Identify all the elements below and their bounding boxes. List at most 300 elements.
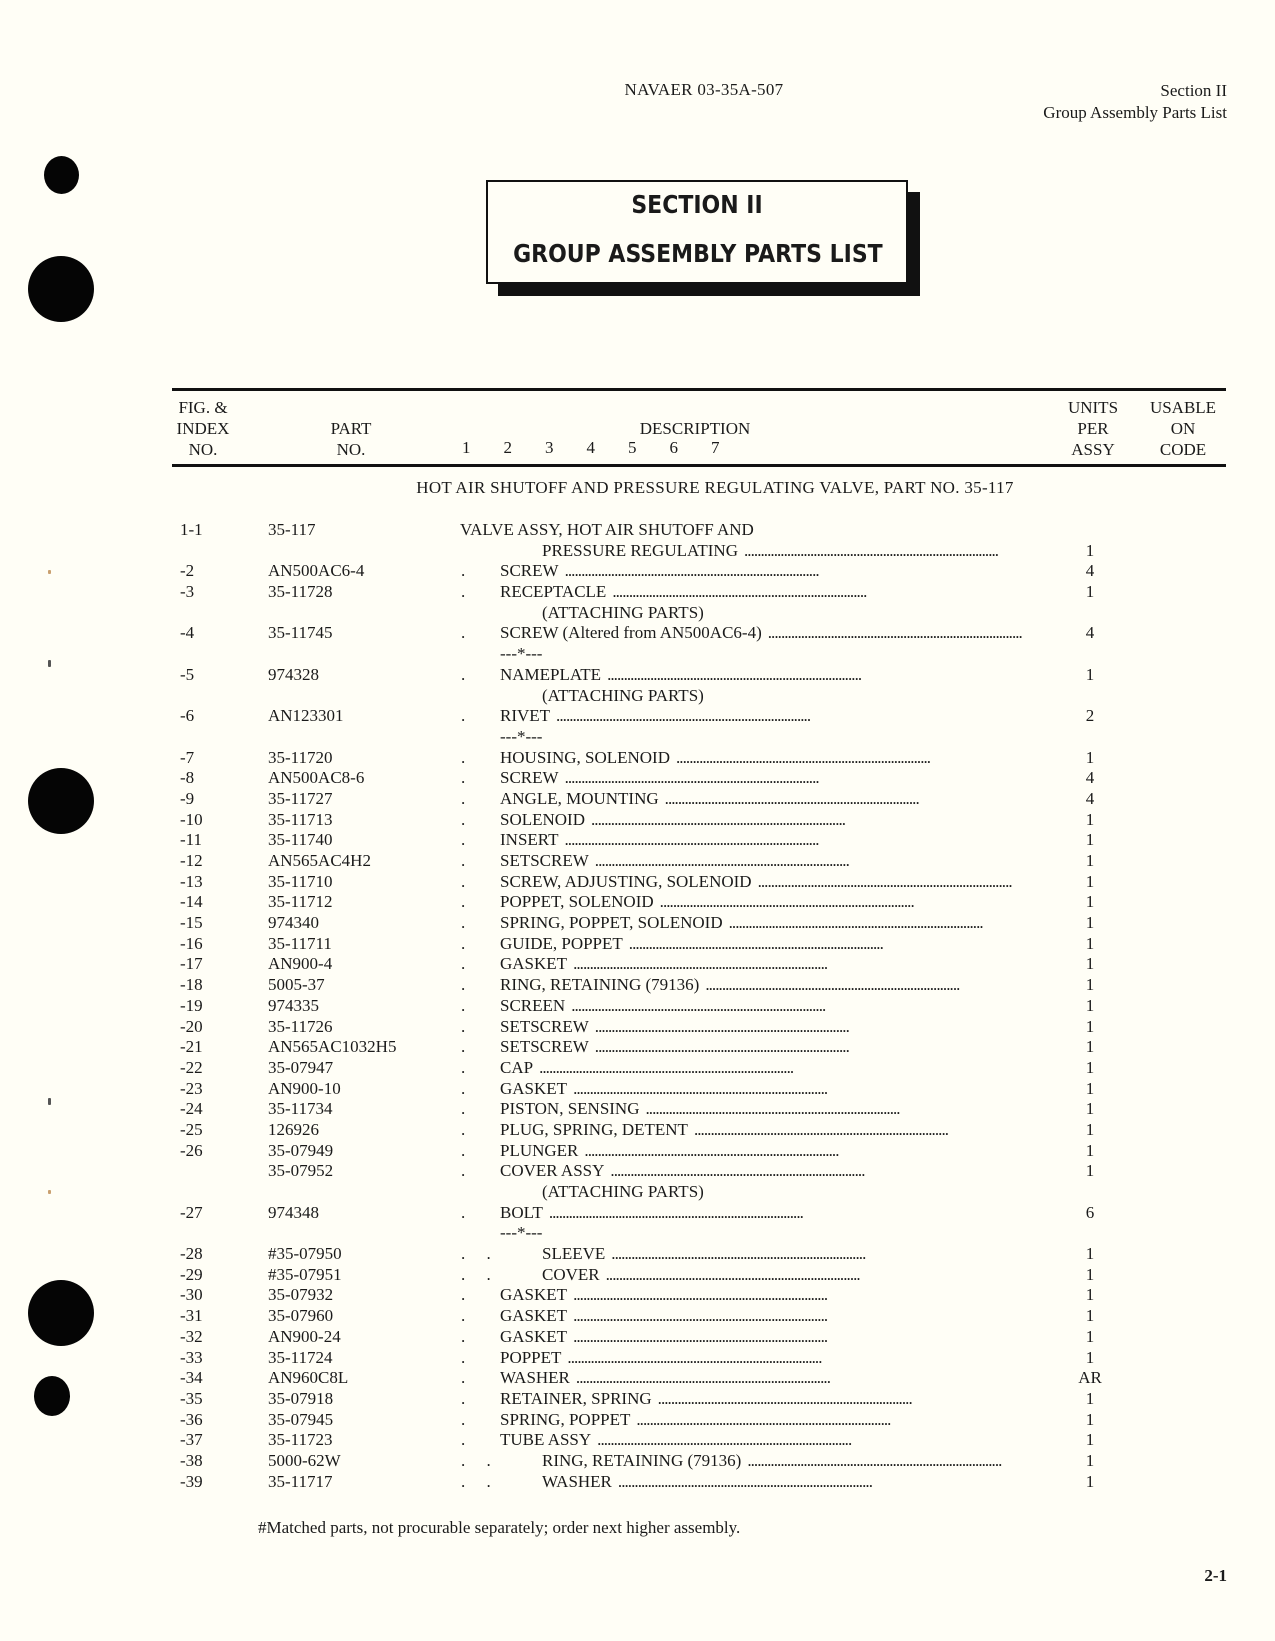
description-text: TUBE ASSY	[500, 1430, 592, 1450]
part-number: AN900-24	[268, 1326, 341, 1346]
fig-index: -15	[180, 913, 203, 933]
table-top-rule	[172, 388, 1226, 391]
leader-dots	[612, 582, 1050, 603]
description	[500, 1120, 1050, 1141]
indent-dots: .	[461, 1368, 466, 1388]
units-per-assy: 1	[1085, 933, 1095, 953]
col-header-part-no: PART NO.	[330, 419, 372, 459]
leader-dots	[556, 706, 1050, 727]
units-per-assy: 1	[1085, 1057, 1095, 1077]
indent-dots: .	[461, 1285, 466, 1305]
fig-index: -31	[180, 1306, 203, 1326]
description	[500, 1099, 1050, 1120]
table-row	[0, 561, 1275, 582]
description-text: WASHER	[542, 1471, 612, 1491]
leader-dots	[595, 1037, 1050, 1058]
units-per-assy: 1	[1085, 582, 1095, 602]
description-text: SPRING, POPPET	[500, 1409, 631, 1429]
units-per-assy: 6	[1085, 1202, 1095, 1222]
fig-index: -37	[180, 1430, 203, 1450]
description	[500, 623, 1050, 644]
fig-index: -12	[180, 851, 203, 870]
fig-index: -23	[180, 1078, 203, 1098]
description-text: RING, RETAINING (79136)	[542, 1450, 742, 1470]
part-number: AN565AC1032H5	[268, 1037, 397, 1057]
description	[500, 665, 1050, 686]
indent-dots: .	[461, 809, 466, 829]
part-number: 35-07945	[268, 1409, 334, 1429]
part-number: 35-11734	[268, 1099, 333, 1119]
part-number: 35-07949	[268, 1140, 334, 1160]
fig-index: -36	[180, 1409, 203, 1429]
units-per-assy: 1	[1085, 1161, 1095, 1181]
table-row	[0, 1161, 1275, 1182]
units-per-assy: 1	[1085, 1347, 1095, 1367]
description	[500, 1079, 1050, 1100]
description-text: GASKET	[500, 954, 568, 974]
indent-dots: .	[461, 706, 466, 726]
description	[500, 1058, 1050, 1079]
part-number: 35-11711	[268, 933, 332, 953]
description	[500, 1348, 1050, 1369]
units-per-assy: 1	[1085, 1244, 1095, 1264]
table-header-rule	[172, 464, 1226, 467]
description	[500, 892, 1050, 913]
leader-dots	[567, 1348, 1050, 1369]
part-number: 35-07952	[268, 1161, 334, 1181]
fig-index: -25	[180, 1119, 203, 1139]
table-row	[0, 706, 1275, 727]
description-text: COVER ASSY	[500, 1161, 605, 1181]
description-text: SETSCREW	[500, 1016, 589, 1036]
fig-index: -39	[180, 1471, 203, 1491]
part-number: AN123301	[268, 706, 344, 726]
fig-index: -30	[180, 1285, 203, 1305]
units-per-assy: 1	[1085, 747, 1095, 767]
indent-dots: .	[461, 1099, 466, 1119]
fig-index: 1-1	[180, 520, 203, 539]
description	[500, 1161, 1050, 1182]
units-per-assy: 2	[1085, 706, 1095, 726]
indent-dots: .	[461, 768, 466, 788]
description-text: CAP	[500, 1057, 534, 1077]
leader-dots	[573, 954, 1050, 975]
table-row	[0, 623, 1275, 644]
units-per-assy: 4	[1085, 788, 1095, 808]
part-number: 35-117	[268, 520, 316, 539]
table-row	[0, 892, 1275, 913]
part-number: 35-11712	[268, 892, 333, 912]
description-text: PLUG, SPRING, DETENT	[500, 1119, 688, 1139]
part-number: 35-11740	[268, 830, 333, 850]
description	[542, 603, 1050, 624]
leader-dots	[573, 1079, 1050, 1100]
units-per-assy: 1	[1085, 1078, 1095, 1098]
description	[500, 727, 1050, 748]
fig-index: -8	[180, 768, 195, 788]
page-number: 2-1	[1204, 1566, 1227, 1585]
leader-dots	[729, 913, 1050, 934]
description	[500, 706, 1050, 727]
description	[500, 789, 1050, 810]
description-text: HOUSING, SOLENOID	[500, 747, 670, 767]
description-text: SCREW	[500, 561, 559, 581]
table-row	[0, 520, 1275, 541]
units-per-assy: 1	[1085, 975, 1095, 995]
indent-dots: .	[461, 830, 466, 850]
leader-dots	[571, 996, 1050, 1017]
table-row	[0, 1244, 1275, 1265]
description-text: SETSCREW	[500, 1037, 589, 1057]
indent-dots: .	[461, 933, 466, 953]
indent-dots: .	[461, 1306, 466, 1326]
fig-index: -17	[180, 954, 203, 974]
fig-index: -11	[180, 830, 203, 850]
description	[500, 748, 1050, 769]
description-text: SCREEN	[500, 995, 566, 1015]
part-number: #35-07950	[268, 1244, 342, 1264]
table-row	[0, 975, 1275, 996]
leader-dots	[676, 748, 1050, 769]
description	[542, 1265, 1050, 1286]
fig-index: -34	[180, 1368, 203, 1388]
indent-dots: .	[461, 623, 466, 643]
leader-dots	[618, 1472, 1050, 1493]
leader-dots	[665, 789, 1050, 810]
description-text: RETAINER, SPRING	[500, 1388, 652, 1408]
table-row	[0, 1182, 1275, 1203]
units-per-assy: 1	[1085, 1119, 1095, 1139]
indent-dots: .	[461, 1119, 466, 1139]
fig-index: -18	[180, 975, 203, 995]
punch-hole	[44, 156, 79, 194]
description	[500, 1017, 1050, 1038]
part-number: 35-07932	[268, 1285, 334, 1305]
units-per-assy: 4	[1085, 561, 1095, 581]
description-text: GASKET	[500, 1306, 568, 1326]
description-text: SCREW (Altered from AN500AC6-4)	[500, 623, 762, 643]
indent-dots: .	[461, 1388, 466, 1408]
table-row	[0, 1058, 1275, 1079]
part-number: AN500AC6-4	[268, 561, 365, 581]
indent-dots: .	[461, 851, 466, 870]
leader-dots	[539, 1058, 1050, 1079]
description-text: PISTON, SENSING	[500, 1099, 640, 1119]
part-number: AN960C8L	[268, 1368, 349, 1388]
fig-index: -27	[180, 1202, 203, 1222]
units-per-assy: 1	[1085, 954, 1095, 974]
description-text: INSERT	[500, 830, 559, 850]
fig-index: -24	[180, 1099, 203, 1119]
part-number: 974335	[268, 995, 319, 1015]
leader-dots	[573, 1327, 1050, 1348]
col-header-description: DESCRIPTION	[639, 419, 751, 438]
description	[500, 1203, 1050, 1224]
part-number: 35-11726	[268, 1016, 333, 1036]
units-per-assy: 1	[1085, 1326, 1095, 1346]
units-per-assy: 1	[1085, 1306, 1095, 1326]
fig-index: -6	[180, 706, 195, 726]
description-text: ANGLE, MOUNTING	[500, 788, 659, 808]
description	[500, 1285, 1050, 1306]
description	[500, 913, 1050, 934]
fig-index: -32	[180, 1326, 203, 1346]
leader-dots	[597, 1430, 1050, 1451]
description-text: RIVET	[500, 706, 551, 726]
leader-dots	[658, 1389, 1050, 1410]
indent-dots: .	[461, 1161, 466, 1181]
description-text: RING, RETAINING (79136)	[500, 975, 700, 995]
leader-dots	[610, 1161, 1050, 1182]
part-number: 5000-62W	[268, 1450, 341, 1470]
description	[500, 1037, 1050, 1058]
fig-index: -4	[180, 623, 195, 643]
description-text: ---*---	[500, 726, 543, 746]
table-row	[0, 1017, 1275, 1038]
description	[500, 1306, 1050, 1327]
part-number: 35-07947	[268, 1057, 334, 1077]
units-per-assy: 1	[1085, 995, 1095, 1015]
description-text: SCREW, ADJUSTING, SOLENOID	[500, 871, 752, 891]
table-row	[0, 727, 1275, 748]
units-per-assy: 1	[1085, 871, 1095, 891]
table-row	[0, 665, 1275, 686]
parts-list	[0, 520, 1275, 1492]
fig-index: -3	[180, 582, 195, 602]
units-per-assy: 1	[1085, 540, 1095, 560]
indent-dots: .	[461, 561, 466, 581]
indent-dots: .	[461, 871, 466, 891]
table-row	[0, 582, 1275, 603]
description	[542, 1182, 1050, 1203]
leader-dots	[694, 1120, 1050, 1141]
table-row	[0, 789, 1275, 810]
description-text: COVER	[542, 1264, 600, 1284]
col-header-usable-on-code: USABLE ON CODE	[1149, 398, 1217, 459]
fig-index: -29	[180, 1264, 203, 1284]
part-number: 35-11713	[268, 809, 333, 829]
units-per-assy: 1	[1085, 809, 1095, 829]
part-number: #35-07951	[268, 1264, 342, 1284]
leader-dots	[758, 872, 1050, 893]
indent-dots: .	[461, 1037, 466, 1057]
units-per-assy: 4	[1085, 768, 1095, 788]
fig-index: -20	[180, 1016, 203, 1036]
description-text: GASKET	[500, 1285, 568, 1305]
indent-dots: .	[461, 1016, 466, 1036]
indent-dots: . .	[461, 1471, 491, 1491]
description	[500, 582, 1050, 603]
section-title: Group Assembly Parts List	[1043, 103, 1227, 122]
leader-dots	[646, 1099, 1051, 1120]
leader-dots	[744, 541, 1050, 562]
description	[500, 644, 1050, 665]
indent-dots: .	[461, 954, 466, 974]
part-number: 35-11727	[268, 788, 333, 808]
units-per-assy: 1	[1085, 1430, 1095, 1450]
fig-index: -19	[180, 995, 203, 1015]
table-subtitle: HOT AIR SHUTOFF AND PRESSURE REGULATING VALVE, PART NO. 35-117	[416, 478, 1014, 497]
description-text: GASKET	[500, 1326, 568, 1346]
leader-dots	[565, 561, 1050, 582]
table-row	[0, 644, 1275, 665]
part-number: 35-11717	[268, 1471, 333, 1491]
part-number: 974340	[268, 913, 319, 933]
indent-dots: .	[461, 1347, 466, 1367]
units-per-assy: 1	[1085, 664, 1095, 684]
table-row	[0, 768, 1275, 789]
description-text: SOLENOID	[500, 809, 585, 829]
table-row	[0, 872, 1275, 893]
units-per-assy: 1	[1085, 1450, 1095, 1470]
running-header	[1043, 80, 1227, 124]
units-per-assy: 1	[1085, 1140, 1095, 1160]
fig-index: -33	[180, 1347, 203, 1367]
punch-hole	[28, 256, 94, 322]
fig-index: -5	[180, 664, 195, 684]
part-number: 35-07918	[268, 1388, 334, 1408]
table-row	[0, 1327, 1275, 1348]
part-number: 974328	[268, 664, 319, 684]
leader-dots	[565, 768, 1050, 789]
indent-dots: .	[461, 913, 466, 933]
col-header-units-per-assy: UNITS PER ASSY	[1067, 398, 1119, 459]
fig-index: -16	[180, 933, 203, 953]
description-text: POPPET	[500, 1347, 562, 1367]
leader-dots	[564, 830, 1050, 851]
indent-dots: .	[461, 1078, 466, 1098]
units-per-assy: 1	[1085, 830, 1095, 850]
part-number: 35-11745	[268, 623, 333, 643]
leader-dots	[595, 1017, 1050, 1038]
table-row	[0, 830, 1275, 851]
col-header-fig-index: FIG. & INDEX NO.	[176, 398, 230, 459]
title-line-2: GROUP ASSEMBLY PARTS LIST	[513, 239, 883, 268]
description	[542, 541, 1050, 562]
fig-index: -13	[180, 871, 203, 891]
table-row	[0, 1037, 1275, 1058]
indent-dots: . .	[461, 1244, 491, 1264]
description-text: ---*---	[500, 644, 543, 664]
units-per-assy: 1	[1085, 1037, 1095, 1057]
indent-dots: .	[461, 1202, 466, 1222]
table-row	[0, 1265, 1275, 1286]
leader-dots	[705, 975, 1050, 996]
indent-dots: . .	[461, 1264, 491, 1284]
fig-index: -22	[180, 1057, 203, 1077]
leader-dots	[549, 1203, 1050, 1224]
description-text: (ATTACHING PARTS)	[542, 602, 704, 622]
description	[542, 686, 1050, 707]
units-per-assy: AR	[1078, 1368, 1102, 1388]
table-row	[0, 1223, 1275, 1244]
indent-dots: .	[461, 747, 466, 767]
table-row	[0, 1451, 1275, 1472]
description-text: SETSCREW	[500, 851, 589, 870]
indent-dots: .	[461, 1326, 466, 1346]
leader-dots	[660, 892, 1050, 913]
part-number: AN500AC8-6	[268, 768, 365, 788]
table-row	[0, 1285, 1275, 1306]
leader-dots	[611, 1244, 1050, 1265]
description-text: (ATTACHING PARTS)	[542, 685, 704, 705]
part-number: 35-07960	[268, 1306, 334, 1326]
leader-dots	[747, 1451, 1050, 1472]
description	[500, 1430, 1050, 1451]
indent-dots: .	[461, 1409, 466, 1429]
description	[500, 561, 1050, 582]
footnote: #Matched parts, not procurable separately; order next higher assembly.	[258, 1518, 741, 1537]
indent-dots: . .	[461, 1450, 491, 1470]
description	[500, 1410, 1050, 1431]
units-per-assy: 1	[1085, 913, 1095, 933]
part-number: 35-11728	[268, 582, 333, 602]
leader-dots	[591, 810, 1050, 831]
description-text: GASKET	[500, 1078, 568, 1098]
table-row	[0, 1410, 1275, 1431]
description-text: SLEEVE	[542, 1244, 606, 1264]
indent-dots: .	[461, 664, 466, 684]
table-row	[0, 1368, 1275, 1389]
description-text: PRESSURE REGULATING	[542, 540, 738, 560]
description	[500, 934, 1050, 955]
units-per-assy: 1	[1085, 1471, 1095, 1491]
description-text: ---*---	[500, 1223, 543, 1243]
table-row	[0, 851, 1275, 872]
table-row	[0, 913, 1275, 934]
table-row	[0, 686, 1275, 707]
indent-dots: .	[461, 1057, 466, 1077]
description	[500, 954, 1050, 975]
description	[500, 810, 1050, 831]
leader-dots	[606, 1265, 1050, 1286]
description	[500, 1223, 1050, 1244]
description	[542, 1451, 1050, 1472]
part-number: 35-11723	[268, 1430, 333, 1450]
description	[500, 1327, 1050, 1348]
indent-dots: .	[461, 995, 466, 1015]
leader-dots	[595, 851, 1050, 872]
leader-dots	[768, 623, 1050, 644]
fig-index: -28	[180, 1244, 203, 1264]
part-number: 5005-37	[268, 975, 325, 995]
units-per-assy: 1	[1085, 1099, 1095, 1119]
description	[500, 851, 1050, 872]
units-per-assy: 4	[1085, 623, 1095, 643]
table-row	[0, 1389, 1275, 1410]
units-per-assy: 1	[1085, 1016, 1095, 1036]
leader-dots	[636, 1410, 1050, 1431]
table-row	[0, 1348, 1275, 1369]
description-text: POPPET, SOLENOID	[500, 892, 654, 912]
table-row	[0, 1141, 1275, 1162]
indent-dots: .	[461, 788, 466, 808]
indent-dots: .	[461, 975, 466, 995]
description-text: RECEPTACLE	[500, 582, 607, 602]
fig-index: -35	[180, 1388, 203, 1408]
table-row	[0, 1079, 1275, 1100]
indent-level-digits: 1 2 3 4 5 6 7	[462, 438, 720, 457]
units-per-assy: 1	[1085, 1409, 1095, 1429]
description-text: (ATTACHING PARTS)	[542, 1182, 704, 1201]
description	[500, 1141, 1050, 1162]
description-text: PLUNGER	[500, 1140, 579, 1160]
table-row	[0, 603, 1275, 624]
table-row	[0, 1472, 1275, 1493]
description	[500, 768, 1050, 789]
leader-dots	[607, 665, 1050, 686]
indent-dots: .	[461, 1140, 466, 1160]
